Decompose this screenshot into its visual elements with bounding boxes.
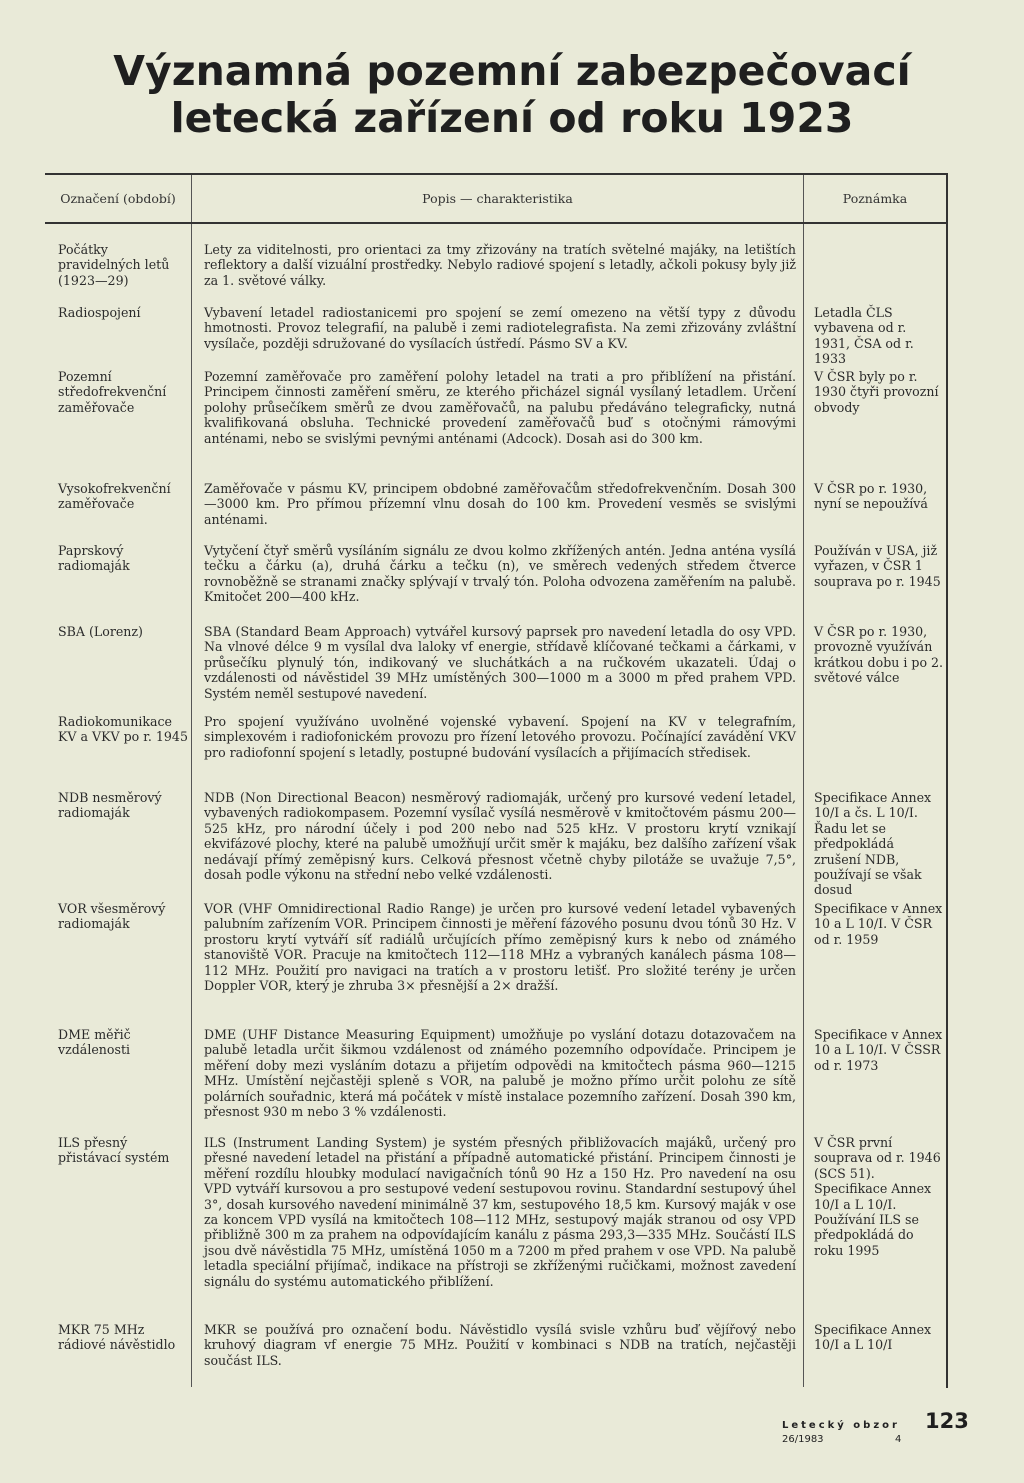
row-designation: Pozemní středofrekvenční zaměřovače — [58, 369, 167, 415]
row-note: Specifikace v Annex 10 a L 10/I. V ČSSR od r. 1973 — [814, 1027, 943, 1073]
issue-date: 26/1983 — [782, 1434, 824, 1445]
row-description: Zaměřovače v pásmu KV, principem obdobné zaměřovačům středofrekvenčním. Dosah 300—3000 km. Pro přímou přízemní vlnu dosah do 100 km. Provedení vesměs se svislými anténami. — [204, 481, 796, 527]
row-description: ILS (Instrument Landing System) je systém přesných přibližovacích majáků, určený pro přesné navedení letadel na přistání a případně automatické přistání. Principem činnosti je měření rozdílu hloubky modulací navigačních tónů 90 Hz a 150 Hz. Pro navedení na osu VPD vytváří kursovou a pro sestupové vedení sestupovou rovinu. Standardní sestupový úhel 3°, dosah kursového navedení minimálně 37 km, sestupového 18,5 km. Kursový maják v ose za koncem VPD vysílá na kmitočtech 108—112 MHz, sestupový maják stranou od osy VPD přibližně 300 m za prahem na odpovídajícím kanálu z pásma 293,3—335 MHz. Součástí ILS jsou dvě návěstidla 75 MHz, umístěná 1050 m a 7200 m před prahem v ose VPD. Na palubě letadla speciální přijímač, indikace na přístroji se zkříženými ručičkami, možnost zavedení signálu do systému automatického přiblížení. — [204, 1135, 796, 1289]
header-designation: Označení (období) — [60, 191, 176, 206]
row-designation: DME měřič vzdálenosti — [58, 1027, 131, 1058]
row-description: Lety za viditelnosti, pro orientaci za tmy zřizovány na tratích světelné majáky, na letištích reflektory a další vizuální prostředky. Nebylo radiové spojení s letadly, ačkoli pokusy byly již za 1. světové války. — [204, 242, 796, 288]
row-note: V ČSR po r. 1930, nyní se nepoužívá — [814, 481, 928, 512]
row-description: Pozemní zaměřovače pro zaměření polohy letadel na trati a pro přiblížení na přistání. Principem činnosti zaměření směru, ze kterého přicházel signál vysílaný letadlem. Určení polohy průsečíkem směrů ze dvou zaměřovačů, na palubu předáváno telegraficky, nutná kvalifikovaná obsluha. Technické provedení zaměřovačů buď s otočnými rámovými anténami, nebo se svislými pevnými anténami (Adcock). Dosah asi do 300 km. — [204, 369, 796, 446]
row-note: Letadla ČLS vybavena od r. 1931, ČSA od r. 1933 — [814, 305, 914, 367]
page-number: 123 — [925, 1409, 969, 1433]
row-designation: VOR všesměrový radiomaják — [58, 901, 166, 932]
row-designation: Radiospojení — [58, 305, 141, 320]
issue-number: 4 — [895, 1434, 902, 1445]
row-note: Používán v USA, již vyřazen, v ČSR 1 souprava po r. 1945 — [814, 543, 941, 589]
row-designation: Vysokofrekvenční zaměřovače — [58, 481, 171, 512]
row-designation: MKR 75 MHz rádiové návěstidlo — [58, 1322, 176, 1353]
column-divider-1 — [191, 175, 192, 1387]
title-line-2: letecká zařízení od roku 1923 — [170, 94, 854, 142]
row-description: VOR (VHF Omnidirectional Radio Range) je určen pro kursové vedení letadel vybavených palubním zařízením VOR. Principem činnosti je měření fázového posunu dvou tónů 30 Hz. V prostoru krytí vytváří síť radiálů určujících přímo zeměpisný kurs k nebo od známého stanoviště VOR. Pracuje na kmitočtech 112—118 MHz a vybraných kanálech pásma 108—112 MHz. Použití pro navigaci na tratích a v prostoru letišť. Pro složité terény je určen Doppler VOR, který je zhruba 3× přesnější a 2× dražší. — [204, 901, 796, 994]
row-note: Specifikace v Annex 10 a L 10/I. V ČSR od r. 1959 — [814, 901, 943, 947]
row-description: MKR se používá pro označení bodu. Návěstidlo vysílá svisle vzhůru buď vějířový nebo kruhový diagram vf energie 75 MHz. Použití v kombinaci s NDB na tratích, nejčastěji součást ILS. — [204, 1322, 796, 1368]
header-note: Poznámka — [842, 191, 908, 206]
row-note: V ČSR byly po r. 1930 čtyři provozní obvody — [814, 369, 939, 415]
header-description: Popis — charakteristika — [422, 191, 573, 206]
row-note: Specifikace Annex 10/I a čs. L 10/I. Řadu let se předpokládá zrušení NDB, používají se však dosud — [814, 790, 932, 898]
row-designation: Počátky pravidelných letů (1923—29) — [58, 242, 170, 288]
row-note: V ČSR první souprava od r. 1946 (SCS 51). Specifikace Annex 10/I a L 10/I. Používání ILS se předpokládá do roku 1995 — [814, 1135, 941, 1258]
column-divider-2 — [803, 175, 804, 1387]
row-description: Vytyčení čtyř směrů vysíláním signálu ze dvou kolmo zkřížených antén. Jedna anténa vysílá tečku a čárku (a), druhá čárku a tečku (n), ve směrech vedených středem čtverce rovnoběžně se stranami značky splývají v trvalý tón. Poloha odvozena zaměřením na palubě. Kmitočet 200—400 kHz. — [204, 543, 796, 605]
row-description: SBA (Standard Beam Approach) vytvářel kursový paprsek pro navedení letadla do osy VPD. Na vlnové délce 9 m vysílal dva laloky vf energie, střídavě klíčované tečkami a čárkami, v průsečíku plynulý tón, indikovaný ve sluchátkách a na ručkovém ukazateli. Údaj o vzdálenosti od návěstidel 39 MHz umístěných 300—1000 m a 3000 m před prahem VPD. Systém neměl sestupové navedení. — [204, 624, 796, 701]
title-line-1: Významná pozemní zabezpečovací — [113, 47, 911, 95]
row-note: V ČSR po r. 1930, provozně využíván krátkou dobu i po 2. světové válce — [814, 624, 944, 686]
row-description: NDB (Non Directional Beacon) nesměrový radiomaják, určený pro kursové vedení letadel, vybavených radiokompasem. Pozemní vysílač vysílá nesměrově v kmitočtovém pásmu 200—525 kHz, pro národní účely i pod 200 nebo nad 525 kHz. V prostoru krytí vznikají ekvifázové plochy, které na palubě umožňují určit směr k majáku, bez dalšího zařízení však nedávají přímý zeměpisný kurs. Celková přesnost včetně chyby pilotáže se uvažuje 7,5°, dosah podle výkonu na střední nebo velké vzdálenosti. — [204, 790, 796, 883]
header-divider — [45, 222, 948, 224]
row-designation: SBA (Lorenz) — [58, 624, 143, 639]
row-designation: NDB nesměrový radiomaják — [58, 790, 162, 821]
row-description: DME (UHF Distance Measuring Equipment) umožňuje po vyslání dotazu dotazovačem na palubě letadla určit šikmou vzdálenost od známého pozemního odpovídače. Principem je měření doby mezi vysláním dotazu a přijetím odpovědi na kmitočtech pásma 960—1215 MHz. Umístění nejčastěji spleně s VOR, na palubě je možno přímo určit polohu ze sítě polárních souřadnic, která má počátek v místě instalace pozemního zařízení. Dosah 390 km, přesnost 930 m nebo 3 % vzdálenosti. — [204, 1027, 796, 1120]
page-title — [0, 48, 1024, 142]
row-description: Pro spojení využíváno uvolněné vojenské vybavení. Spojení na KV v telegrafním, simplexovém i radiofonickém provozu pro řízení letového provozu. Počínající zavádění VKV pro radiofonní spojení s letadly, postupné budování vysílacích a přijímacích středisek. — [204, 714, 796, 760]
row-description: Vybavení letadel radiostanicemi pro spojení se zemí omezeno na větší typy z důvodu hmotnosti. Provoz telegrafií, na palubě i zemi radiotelegrafista. Na zemi zřizovány zvláštní vysílače, později sdružované do vysílacích ústředí. Pásmo SV a KV. — [204, 305, 796, 351]
row-designation: Paprskový radiomaják — [58, 543, 130, 574]
row-designation: Radiokomunikace KV a VKV po r. 1945 — [58, 714, 188, 745]
magazine-name: Letecký obzor — [782, 1420, 900, 1431]
row-note: Specifikace Annex 10/I a L 10/I — [814, 1322, 932, 1353]
row-designation: ILS přesný přistávací systém — [58, 1135, 170, 1166]
